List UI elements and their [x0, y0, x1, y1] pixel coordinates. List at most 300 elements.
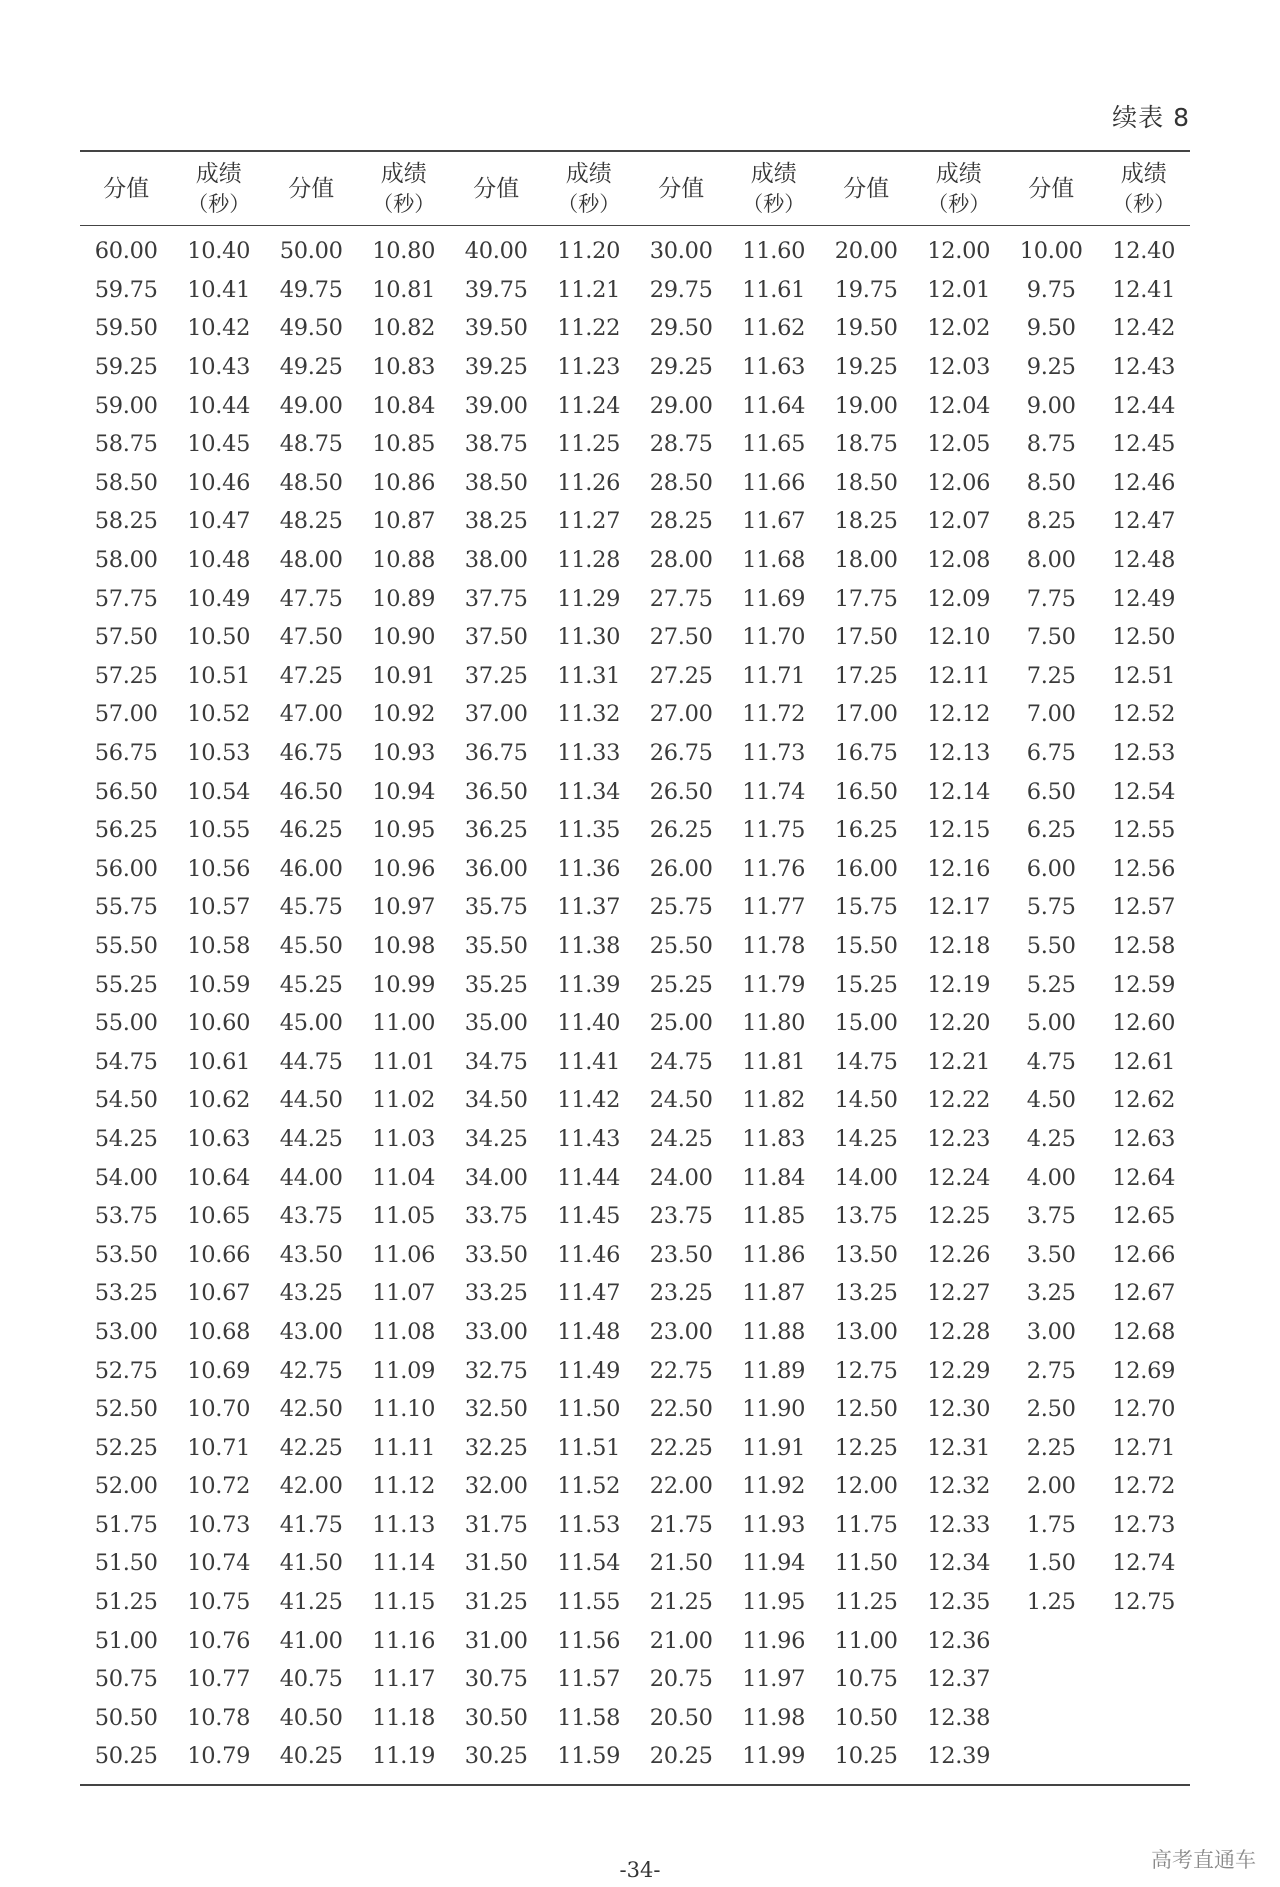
- result-cell: 10.59: [187, 971, 251, 998]
- header-result-unit: （秒）: [187, 191, 251, 216]
- result-cell: 12.17: [927, 894, 991, 921]
- result-cell: 10.98: [372, 932, 436, 959]
- result-cell: 11.45: [557, 1203, 621, 1230]
- result-cell: 12.22: [927, 1087, 991, 1114]
- score-cell: 60.00: [94, 238, 158, 265]
- table-row: [80, 1699, 1190, 1738]
- result-cell: 11.44: [557, 1164, 621, 1191]
- score-cell: 11.00: [834, 1627, 898, 1654]
- score-cell: 54.75: [94, 1048, 158, 1075]
- result-cell: 12.34: [927, 1550, 991, 1577]
- header-result-label: 成绩: [750, 160, 797, 187]
- header-result-unit: （秒）: [927, 191, 991, 216]
- result-cell: 12.55: [1112, 817, 1176, 844]
- result-cell: 10.66: [187, 1241, 251, 1268]
- result-cell: 11.14: [372, 1550, 436, 1577]
- result-cell: 11.90: [742, 1396, 806, 1423]
- score-cell: 26.00: [649, 855, 713, 882]
- score-cell: 55.00: [94, 1010, 158, 1037]
- table-row: [80, 1081, 1190, 1120]
- score-cell: 17.75: [834, 585, 898, 612]
- result-cell: 10.45: [187, 431, 251, 458]
- result-cell: 12.09: [927, 585, 991, 612]
- result-cell: 11.24: [557, 392, 621, 419]
- score-cell: 7.25: [1026, 662, 1076, 689]
- result-cell: 11.32: [557, 701, 621, 728]
- table-row: [80, 618, 1190, 657]
- result-cell: 11.07: [372, 1280, 436, 1307]
- result-cell: 11.46: [557, 1241, 621, 1268]
- result-cell: 12.03: [927, 354, 991, 381]
- score-cell: 14.25: [834, 1125, 898, 1152]
- score-cell: 42.75: [279, 1357, 343, 1384]
- result-cell: 12.04: [927, 392, 991, 419]
- score-cell: 59.00: [94, 392, 158, 419]
- score-cell: 39.25: [464, 354, 528, 381]
- page-number: -34-: [619, 1858, 661, 1882]
- result-cell: 11.26: [557, 469, 621, 496]
- result-cell: 10.88: [372, 547, 436, 574]
- table-row: [80, 1583, 1190, 1622]
- result-cell: 12.19: [927, 971, 991, 998]
- score-cell: 53.00: [94, 1318, 158, 1345]
- score-cell: 30.75: [464, 1666, 528, 1693]
- score-cell: 23.25: [649, 1280, 713, 1307]
- result-cell: 10.43: [187, 354, 251, 381]
- result-cell: 11.57: [557, 1666, 621, 1693]
- score-cell: 3.25: [1026, 1280, 1076, 1307]
- result-cell: 11.85: [742, 1203, 806, 1230]
- score-cell: 27.75: [649, 585, 713, 612]
- result-cell: 12.08: [927, 547, 991, 574]
- score-cell: 54.25: [94, 1125, 158, 1152]
- score-cell: 36.00: [464, 855, 528, 882]
- table-row: [80, 1506, 1190, 1545]
- result-cell: 10.60: [187, 1010, 251, 1037]
- result-cell: 12.74: [1112, 1550, 1176, 1577]
- result-cell: 12.53: [1112, 740, 1176, 767]
- score-cell: 43.75: [279, 1203, 343, 1230]
- header-result-label: 成绩: [1120, 160, 1167, 187]
- score-cell: 2.25: [1026, 1434, 1076, 1461]
- table-row: [80, 502, 1190, 541]
- score-cell: 37.25: [464, 662, 528, 689]
- result-cell: 10.58: [187, 932, 251, 959]
- score-cell: 16.50: [834, 778, 898, 805]
- score-cell: 45.50: [279, 932, 343, 959]
- result-cell: 11.88: [742, 1318, 806, 1345]
- score-cell: 12.25: [834, 1434, 898, 1461]
- result-cell: 12.66: [1112, 1241, 1176, 1268]
- table-row: [80, 1428, 1190, 1467]
- score-cell: 2.75: [1026, 1357, 1076, 1384]
- score-cell: 44.00: [279, 1164, 343, 1191]
- score-cell: 39.75: [464, 276, 528, 303]
- result-cell: 12.62: [1112, 1087, 1176, 1114]
- result-cell: 11.71: [742, 662, 806, 689]
- header-row: [80, 151, 1190, 226]
- result-cell: 12.18: [927, 932, 991, 959]
- result-cell: 11.52: [557, 1473, 621, 1500]
- score-cell: 26.75: [649, 740, 713, 767]
- score-cell: 6.75: [1026, 740, 1076, 767]
- table-row: [80, 1274, 1190, 1313]
- score-cell: 19.00: [834, 392, 898, 419]
- result-cell: 12.48: [1112, 547, 1176, 574]
- score-cell: 57.25: [94, 662, 158, 689]
- result-cell: 12.43: [1112, 354, 1176, 381]
- score-cell: 17.50: [834, 624, 898, 651]
- score-cell: 48.00: [279, 547, 343, 574]
- score-cell: 4.50: [1026, 1087, 1076, 1114]
- result-cell: 10.44: [187, 392, 251, 419]
- result-cell: 11.36: [557, 855, 621, 882]
- result-cell: 10.69: [187, 1357, 251, 1384]
- table-row: [80, 1042, 1190, 1081]
- result-cell: 11.10: [372, 1396, 436, 1423]
- result-cell: 10.57: [187, 894, 251, 921]
- result-cell: 10.74: [187, 1550, 251, 1577]
- result-cell: 10.68: [187, 1318, 251, 1345]
- table-row: [80, 386, 1190, 425]
- score-cell: 46.50: [279, 778, 343, 805]
- score-cell: 38.75: [464, 431, 528, 458]
- score-cell: 19.50: [834, 315, 898, 342]
- result-cell: 11.95: [742, 1589, 806, 1616]
- score-cell: 30.00: [649, 238, 713, 265]
- score-cell: 45.00: [279, 1010, 343, 1037]
- table-row: [80, 772, 1190, 811]
- result-cell: 11.91: [742, 1434, 806, 1461]
- score-cell: 52.75: [94, 1357, 158, 1384]
- table-row: [80, 1660, 1190, 1699]
- result-cell: 12.61: [1112, 1048, 1176, 1075]
- score-cell: 14.00: [834, 1164, 898, 1191]
- result-cell: 11.47: [557, 1280, 621, 1307]
- result-cell: 10.87: [372, 508, 436, 535]
- result-cell: 11.89: [742, 1357, 806, 1384]
- result-cell: 11.80: [742, 1010, 806, 1037]
- result-cell: 11.43: [557, 1125, 621, 1152]
- score-cell: 18.50: [834, 469, 898, 496]
- result-cell: 10.76: [187, 1627, 251, 1654]
- result-cell: 11.28: [557, 547, 621, 574]
- table-row: [80, 850, 1190, 889]
- score-cell: 21.75: [649, 1511, 713, 1538]
- result-cell: 12.60: [1112, 1010, 1176, 1037]
- score-cell: 53.25: [94, 1280, 158, 1307]
- score-cell: 38.50: [464, 469, 528, 496]
- score-cell: 13.50: [834, 1241, 898, 1268]
- result-cell: 11.96: [742, 1627, 806, 1654]
- score-cell: 37.75: [464, 585, 528, 612]
- score-cell: 44.50: [279, 1087, 343, 1114]
- result-cell: 10.73: [187, 1511, 251, 1538]
- score-cell: 1.50: [1026, 1550, 1076, 1577]
- score-cell: [1005, 1660, 1098, 1699]
- result-cell: 12.07: [927, 508, 991, 535]
- score-cell: 32.75: [464, 1357, 528, 1384]
- score-cell: 35.25: [464, 971, 528, 998]
- result-cell: 12.67: [1112, 1280, 1176, 1307]
- result-cell: 11.29: [557, 585, 621, 612]
- score-cell: 43.00: [279, 1318, 343, 1345]
- result-cell: 11.38: [557, 932, 621, 959]
- score-cell: 20.50: [649, 1704, 713, 1731]
- result-cell: 11.93: [742, 1511, 806, 1538]
- header-result-unit: （秒）: [557, 191, 621, 216]
- score-cell: 58.25: [94, 508, 158, 535]
- result-cell: 11.68: [742, 547, 806, 574]
- result-cell: 10.90: [372, 624, 436, 651]
- score-cell: 22.00: [649, 1473, 713, 1500]
- result-cell: 12.71: [1112, 1434, 1176, 1461]
- result-cell: 10.46: [187, 469, 251, 496]
- score-cell: 35.00: [464, 1010, 528, 1037]
- score-cell: 19.25: [834, 354, 898, 381]
- result-cell: 11.11: [372, 1434, 436, 1461]
- score-cell: 35.50: [464, 932, 528, 959]
- score-cell: 58.50: [94, 469, 158, 496]
- score-cell: 18.00: [834, 547, 898, 574]
- result-cell: 10.84: [372, 392, 436, 419]
- result-cell: 12.28: [927, 1318, 991, 1345]
- score-cell: 46.25: [279, 817, 343, 844]
- score-cell: 48.25: [279, 508, 343, 535]
- result-cell: 11.63: [742, 354, 806, 381]
- result-cell: 10.89: [372, 585, 436, 612]
- result-cell: 12.21: [927, 1048, 991, 1075]
- score-cell: 42.50: [279, 1396, 343, 1423]
- table-row: [80, 1467, 1190, 1506]
- score-table: [80, 150, 1190, 1786]
- score-cell: 32.50: [464, 1396, 528, 1423]
- score-cell: [1005, 1699, 1098, 1738]
- result-cell: 12.58: [1112, 932, 1176, 959]
- score-cell: 22.75: [649, 1357, 713, 1384]
- score-cell: 47.50: [279, 624, 343, 651]
- header-score: 分值: [635, 151, 728, 226]
- score-cell: 7.50: [1026, 624, 1076, 651]
- result-cell: 11.30: [557, 624, 621, 651]
- score-cell: 30.25: [464, 1743, 528, 1770]
- result-cell: 10.75: [187, 1589, 251, 1616]
- result-cell: 10.55: [187, 817, 251, 844]
- score-cell: 21.50: [649, 1550, 713, 1577]
- score-cell: 24.00: [649, 1164, 713, 1191]
- result-cell: 12.25: [927, 1203, 991, 1230]
- score-cell: 42.25: [279, 1434, 343, 1461]
- table-header: [80, 151, 1190, 226]
- result-cell: 12.73: [1112, 1511, 1176, 1538]
- result-cell: 12.70: [1112, 1396, 1176, 1423]
- result-cell: 11.37: [557, 894, 621, 921]
- score-cell: 23.75: [649, 1203, 713, 1230]
- score-cell: 48.50: [279, 469, 343, 496]
- table-row: [80, 541, 1190, 580]
- score-cell: 40.50: [279, 1704, 343, 1731]
- score-cell: 33.75: [464, 1203, 528, 1230]
- result-cell: 12.16: [927, 855, 991, 882]
- score-cell: 30.50: [464, 1704, 528, 1731]
- result-cell: 11.62: [742, 315, 806, 342]
- score-cell: 26.25: [649, 817, 713, 844]
- score-cell: 34.25: [464, 1125, 528, 1152]
- score-cell: 3.75: [1026, 1203, 1076, 1230]
- score-cell: 29.50: [649, 315, 713, 342]
- result-cell: 10.71: [187, 1434, 251, 1461]
- score-cell: 28.00: [649, 547, 713, 574]
- result-cell: 12.05: [927, 431, 991, 458]
- result-cell: 10.50: [187, 624, 251, 651]
- table-row: [80, 1120, 1190, 1159]
- score-cell: 52.00: [94, 1473, 158, 1500]
- score-cell: 51.00: [94, 1627, 158, 1654]
- score-cell: 26.50: [649, 778, 713, 805]
- result-cell: 12.54: [1112, 778, 1176, 805]
- result-cell: 10.72: [187, 1473, 251, 1500]
- table-row: [80, 348, 1190, 387]
- score-cell: 37.00: [464, 701, 528, 728]
- score-cell: 27.00: [649, 701, 713, 728]
- score-cell: 22.25: [649, 1434, 713, 1461]
- result-cell: 10.83: [372, 354, 436, 381]
- result-cell: 12.14: [927, 778, 991, 805]
- score-cell: 17.00: [834, 701, 898, 728]
- result-cell: 12.33: [927, 1511, 991, 1538]
- result-cell: 12.38: [927, 1704, 991, 1731]
- score-cell: 33.25: [464, 1280, 528, 1307]
- score-cell: 18.25: [834, 508, 898, 535]
- result-cell: 11.84: [742, 1164, 806, 1191]
- score-cell: 10.25: [834, 1743, 898, 1770]
- result-cell: 10.64: [187, 1164, 251, 1191]
- result-cell: 12.63: [1112, 1125, 1176, 1152]
- result-cell: 10.92: [372, 701, 436, 728]
- result-cell: 11.74: [742, 778, 806, 805]
- result-cell: 10.52: [187, 701, 251, 728]
- result-cell: 11.76: [742, 855, 806, 882]
- score-cell: 16.25: [834, 817, 898, 844]
- result-cell: 11.53: [557, 1511, 621, 1538]
- result-cell: 11.70: [742, 624, 806, 651]
- result-cell: 12.68: [1112, 1318, 1176, 1345]
- result-cell: 12.37: [927, 1666, 991, 1693]
- result-cell: 12.01: [927, 276, 991, 303]
- score-cell: 34.50: [464, 1087, 528, 1114]
- watermark-text: 高考直通车: [1151, 1848, 1256, 1872]
- result-cell: 11.98: [742, 1704, 806, 1731]
- score-cell: 15.75: [834, 894, 898, 921]
- score-cell: 28.50: [649, 469, 713, 496]
- score-cell: 51.75: [94, 1511, 158, 1538]
- result-cell: 12.20: [927, 1010, 991, 1037]
- result-cell: 11.39: [557, 971, 621, 998]
- score-cell: 45.25: [279, 971, 343, 998]
- score-cell: 1.75: [1026, 1511, 1076, 1538]
- score-cell: 6.50: [1026, 778, 1076, 805]
- score-cell: 19.75: [834, 276, 898, 303]
- result-cell: 11.61: [742, 276, 806, 303]
- result-cell: 11.20: [557, 238, 621, 265]
- score-cell: 25.00: [649, 1010, 713, 1037]
- result-cell: 11.73: [742, 740, 806, 767]
- result-cell: 12.50: [1112, 624, 1176, 651]
- result-cell: 10.96: [372, 855, 436, 882]
- score-cell: 27.25: [649, 662, 713, 689]
- result-cell: 10.97: [372, 894, 436, 921]
- result-cell: 12.15: [927, 817, 991, 844]
- result-cell: 11.22: [557, 315, 621, 342]
- score-cell: 9.75: [1026, 276, 1076, 303]
- result-cell: 12.46: [1112, 469, 1176, 496]
- result-cell: 11.50: [557, 1396, 621, 1423]
- result-cell: 12.64: [1112, 1164, 1176, 1191]
- score-cell: 13.00: [834, 1318, 898, 1345]
- result-cell: 10.85: [372, 431, 436, 458]
- header-result-unit: （秒）: [372, 191, 436, 216]
- result-cell: 10.99: [372, 971, 436, 998]
- result-cell: 10.54: [187, 778, 251, 805]
- score-cell: 8.25: [1026, 508, 1076, 535]
- score-cell: 5.50: [1026, 932, 1076, 959]
- table-row: [80, 1737, 1190, 1785]
- score-cell: 41.50: [279, 1550, 343, 1577]
- result-cell: 12.29: [927, 1357, 991, 1384]
- score-cell: 38.25: [464, 508, 528, 535]
- score-cell: 2.00: [1026, 1473, 1076, 1500]
- score-cell: 20.00: [834, 238, 898, 265]
- score-cell: 15.25: [834, 971, 898, 998]
- result-cell: [1098, 1660, 1191, 1699]
- score-cell: 13.25: [834, 1280, 898, 1307]
- score-cell: 39.50: [464, 315, 528, 342]
- score-cell: 1.25: [1026, 1589, 1076, 1616]
- result-cell: 10.40: [187, 238, 251, 265]
- result-cell: 10.95: [372, 817, 436, 844]
- score-cell: 51.25: [94, 1589, 158, 1616]
- table-row: [80, 309, 1190, 348]
- result-cell: 10.80: [372, 238, 436, 265]
- table-row: [80, 579, 1190, 618]
- result-cell: 10.41: [187, 276, 251, 303]
- result-cell: 12.49: [1112, 585, 1176, 612]
- score-cell: 31.75: [464, 1511, 528, 1538]
- result-cell: 10.78: [187, 1704, 251, 1731]
- result-cell: 12.24: [927, 1164, 991, 1191]
- result-cell: 11.97: [742, 1666, 806, 1693]
- result-cell: 11.15: [372, 1589, 436, 1616]
- score-cell: 54.50: [94, 1087, 158, 1114]
- score-cell: 50.00: [279, 238, 343, 265]
- score-cell: 21.00: [649, 1627, 713, 1654]
- score-cell: 42.00: [279, 1473, 343, 1500]
- result-cell: 11.02: [372, 1087, 436, 1114]
- result-cell: 11.81: [742, 1048, 806, 1075]
- score-cell: 22.50: [649, 1396, 713, 1423]
- score-cell: 52.50: [94, 1396, 158, 1423]
- score-cell: 59.50: [94, 315, 158, 342]
- result-cell: 12.12: [927, 701, 991, 728]
- score-cell: 20.25: [649, 1743, 713, 1770]
- result-cell: 12.65: [1112, 1203, 1176, 1230]
- result-cell: 10.65: [187, 1203, 251, 1230]
- table-row: [80, 1197, 1190, 1236]
- score-cell: 34.75: [464, 1048, 528, 1075]
- header-score: 分值: [450, 151, 543, 226]
- result-cell: 11.83: [742, 1125, 806, 1152]
- score-cell: 50.75: [94, 1666, 158, 1693]
